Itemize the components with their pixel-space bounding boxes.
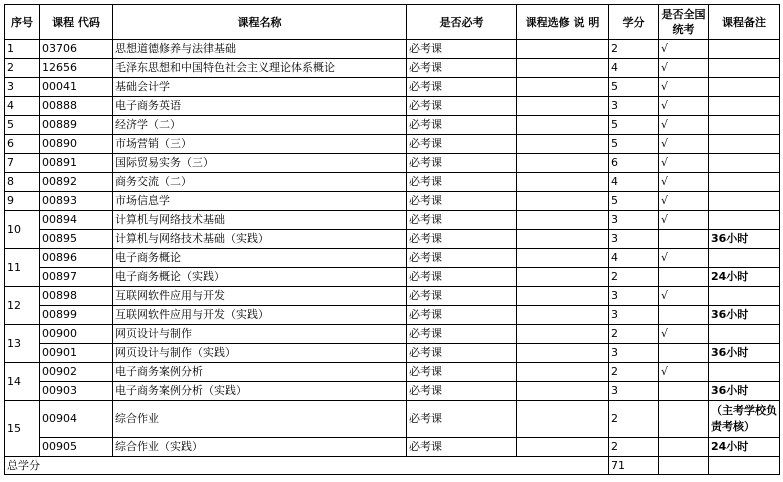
cell-name: 电子商务概论 [113, 249, 407, 268]
cell-code: 00902 [40, 363, 113, 382]
cell-no: 10 [5, 211, 40, 249]
cell-no: 7 [5, 154, 40, 173]
header-code: 课程 代码 [40, 5, 113, 40]
total-remark [709, 457, 780, 475]
cell-elective [517, 154, 609, 173]
cell-required: 必考课 [407, 268, 517, 287]
cell-credits: 5 [609, 192, 659, 211]
cell-elective [517, 268, 609, 287]
cell-national: √ [659, 59, 709, 78]
cell-remark [709, 192, 780, 211]
header-no: 序号 [5, 5, 40, 40]
cell-required: 必考课 [407, 401, 517, 438]
cell-code: 00891 [40, 154, 113, 173]
cell-credits: 2 [609, 401, 659, 438]
cell-no: 4 [5, 97, 40, 116]
cell-elective [517, 230, 609, 249]
cell-code: 00896 [40, 249, 113, 268]
cell-remark [709, 363, 780, 382]
cell-no: 3 [5, 78, 40, 97]
cell-elective [517, 287, 609, 306]
cell-code: 00893 [40, 192, 113, 211]
cell-credits: 5 [609, 116, 659, 135]
cell-no: 12 [5, 287, 40, 325]
cell-credits: 2 [609, 438, 659, 457]
cell-required: 必考课 [407, 192, 517, 211]
cell-code: 00904 [40, 401, 113, 438]
cell-name: 电子商务案例分析 [113, 363, 407, 382]
cell-national [659, 438, 709, 457]
cell-required: 必考课 [407, 40, 517, 59]
cell-elective [517, 192, 609, 211]
cell-name: 网页设计与制作（实践） [113, 344, 407, 363]
cell-remark [709, 78, 780, 97]
cell-credits: 4 [609, 249, 659, 268]
cell-remark: 24小时 [709, 268, 780, 287]
header-row [5, 5, 780, 40]
cell-credits: 6 [609, 154, 659, 173]
cell-national: √ [659, 173, 709, 192]
cell-code: 12656 [40, 59, 113, 78]
cell-remark [709, 211, 780, 230]
cell-national [659, 382, 709, 401]
table-row [5, 363, 780, 382]
cell-elective [517, 382, 609, 401]
cell-national: √ [659, 78, 709, 97]
table-row [5, 230, 780, 249]
cell-no: 2 [5, 59, 40, 78]
cell-national: √ [659, 135, 709, 154]
cell-elective [517, 116, 609, 135]
table-row [5, 59, 780, 78]
cell-no: 1 [5, 40, 40, 59]
cell-elective [517, 40, 609, 59]
cell-elective [517, 401, 609, 438]
cell-credits: 2 [609, 325, 659, 344]
table-row [5, 154, 780, 173]
cell-remark [709, 97, 780, 116]
cell-name: 计算机与网络技术基础（实践） [113, 230, 407, 249]
cell-code: 00901 [40, 344, 113, 363]
cell-remark [709, 287, 780, 306]
cell-remark: 36小时 [709, 382, 780, 401]
cell-credits: 3 [609, 306, 659, 325]
cell-code: 00898 [40, 287, 113, 306]
cell-required: 必考课 [407, 249, 517, 268]
cell-credits: 5 [609, 78, 659, 97]
table-row [5, 192, 780, 211]
table-row [5, 211, 780, 230]
cell-no: 14 [5, 363, 40, 401]
header-required: 是否必考 [407, 5, 517, 40]
total-credits: 71 [609, 457, 659, 475]
cell-remark [709, 116, 780, 135]
cell-credits: 3 [609, 287, 659, 306]
cell-name: 综合作业 [113, 401, 407, 438]
table-row [5, 268, 780, 287]
cell-no: 6 [5, 135, 40, 154]
cell-credits: 3 [609, 211, 659, 230]
cell-name: 电子商务英语 [113, 97, 407, 116]
cell-elective [517, 306, 609, 325]
cell-national: √ [659, 363, 709, 382]
cell-national [659, 401, 709, 438]
cell-code: 00892 [40, 173, 113, 192]
cell-name: 经济学（二） [113, 116, 407, 135]
total-national [659, 457, 709, 475]
cell-remark: 24小时 [709, 438, 780, 457]
table-row [5, 116, 780, 135]
cell-code: 00888 [40, 97, 113, 116]
cell-required: 必考课 [407, 211, 517, 230]
cell-code: 00890 [40, 135, 113, 154]
cell-credits: 2 [609, 40, 659, 59]
cell-required: 必考课 [407, 230, 517, 249]
cell-name: 毛泽东思想和中国特色社会主义理论体系概论 [113, 59, 407, 78]
cell-name: 电子商务案例分析（实践） [113, 382, 407, 401]
cell-required: 必考课 [407, 438, 517, 457]
cell-name: 商务交流（二） [113, 173, 407, 192]
cell-no: 13 [5, 325, 40, 363]
table-row [5, 249, 780, 268]
cell-remark [709, 249, 780, 268]
cell-required: 必考课 [407, 306, 517, 325]
cell-code: 00903 [40, 382, 113, 401]
table-row [5, 325, 780, 344]
cell-name: 市场信息学 [113, 192, 407, 211]
cell-required: 必考课 [407, 97, 517, 116]
cell-required: 必考课 [407, 78, 517, 97]
cell-name: 计算机与网络技术基础 [113, 211, 407, 230]
cell-national: √ [659, 154, 709, 173]
table-row [5, 40, 780, 59]
cell-code: 00895 [40, 230, 113, 249]
cell-credits: 3 [609, 230, 659, 249]
cell-credits: 4 [609, 59, 659, 78]
table-row [5, 382, 780, 401]
cell-national [659, 344, 709, 363]
table-row [5, 287, 780, 306]
total-row [5, 457, 780, 475]
header-remark: 课程备注 [709, 5, 780, 40]
cell-elective [517, 59, 609, 78]
cell-remark [709, 135, 780, 154]
cell-code: 00897 [40, 268, 113, 287]
cell-elective [517, 78, 609, 97]
cell-no: 9 [5, 192, 40, 211]
cell-national: √ [659, 40, 709, 59]
cell-code: 00899 [40, 306, 113, 325]
cell-required: 必考课 [407, 344, 517, 363]
cell-code: 00905 [40, 438, 113, 457]
cell-no: 5 [5, 116, 40, 135]
cell-required: 必考课 [407, 363, 517, 382]
header-elective: 课程选修 说 明 [517, 5, 609, 40]
cell-name: 综合作业（实践） [113, 438, 407, 457]
cell-national: √ [659, 249, 709, 268]
cell-name: 电子商务概论（实践） [113, 268, 407, 287]
table-row [5, 344, 780, 363]
cell-required: 必考课 [407, 325, 517, 344]
cell-required: 必考课 [407, 135, 517, 154]
cell-no: 11 [5, 249, 40, 287]
cell-name: 市场营销（三） [113, 135, 407, 154]
cell-elective [517, 249, 609, 268]
cell-credits: 2 [609, 363, 659, 382]
cell-required: 必考课 [407, 173, 517, 192]
cell-elective [517, 344, 609, 363]
cell-elective [517, 363, 609, 382]
cell-code: 00889 [40, 116, 113, 135]
cell-elective [517, 97, 609, 116]
cell-credits: 5 [609, 135, 659, 154]
table-row [5, 97, 780, 116]
cell-remark: 36小时 [709, 344, 780, 363]
cell-national [659, 306, 709, 325]
cell-required: 必考课 [407, 116, 517, 135]
table-row [5, 135, 780, 154]
cell-name: 互联网软件应用与开发（实践） [113, 306, 407, 325]
cell-national: √ [659, 116, 709, 135]
cell-name: 基础会计学 [113, 78, 407, 97]
cell-required: 必考课 [407, 382, 517, 401]
cell-name: 国际贸易实务（三） [113, 154, 407, 173]
cell-elective [517, 438, 609, 457]
cell-elective [517, 173, 609, 192]
cell-remark: （主考学校负责考核） [709, 401, 780, 438]
cell-national [659, 268, 709, 287]
cell-remark [709, 325, 780, 344]
header-name: 课程名称 [113, 5, 407, 40]
cell-required: 必考课 [407, 154, 517, 173]
cell-national: √ [659, 97, 709, 116]
cell-code: 00900 [40, 325, 113, 344]
cell-national: √ [659, 325, 709, 344]
cell-national: √ [659, 211, 709, 230]
cell-code: 00894 [40, 211, 113, 230]
cell-credits: 3 [609, 382, 659, 401]
total-label: 总学分 [5, 457, 609, 475]
cell-credits: 3 [609, 344, 659, 363]
cell-elective [517, 135, 609, 154]
cell-no: 8 [5, 173, 40, 192]
cell-remark: 36小时 [709, 230, 780, 249]
course-table [4, 4, 780, 475]
cell-remark [709, 154, 780, 173]
cell-remark [709, 173, 780, 192]
cell-name: 互联网软件应用与开发 [113, 287, 407, 306]
cell-remark: 36小时 [709, 306, 780, 325]
table-row [5, 401, 780, 438]
cell-code: 03706 [40, 40, 113, 59]
cell-credits: 3 [609, 97, 659, 116]
header-national: 是否全国统考 [659, 5, 709, 40]
table-row [5, 438, 780, 457]
cell-elective [517, 211, 609, 230]
cell-national: √ [659, 192, 709, 211]
cell-remark [709, 59, 780, 78]
cell-required: 必考课 [407, 59, 517, 78]
cell-credits: 2 [609, 268, 659, 287]
cell-national: √ [659, 287, 709, 306]
table-row [5, 173, 780, 192]
cell-required: 必考课 [407, 287, 517, 306]
cell-national [659, 230, 709, 249]
cell-name: 网页设计与制作 [113, 325, 407, 344]
table-row [5, 306, 780, 325]
header-credits: 学分 [609, 5, 659, 40]
cell-no: 15 [5, 401, 40, 457]
cell-remark [709, 40, 780, 59]
table-row [5, 78, 780, 97]
cell-name: 思想道德修养与法律基础 [113, 40, 407, 59]
cell-code: 00041 [40, 78, 113, 97]
cell-elective [517, 325, 609, 344]
cell-credits: 4 [609, 173, 659, 192]
